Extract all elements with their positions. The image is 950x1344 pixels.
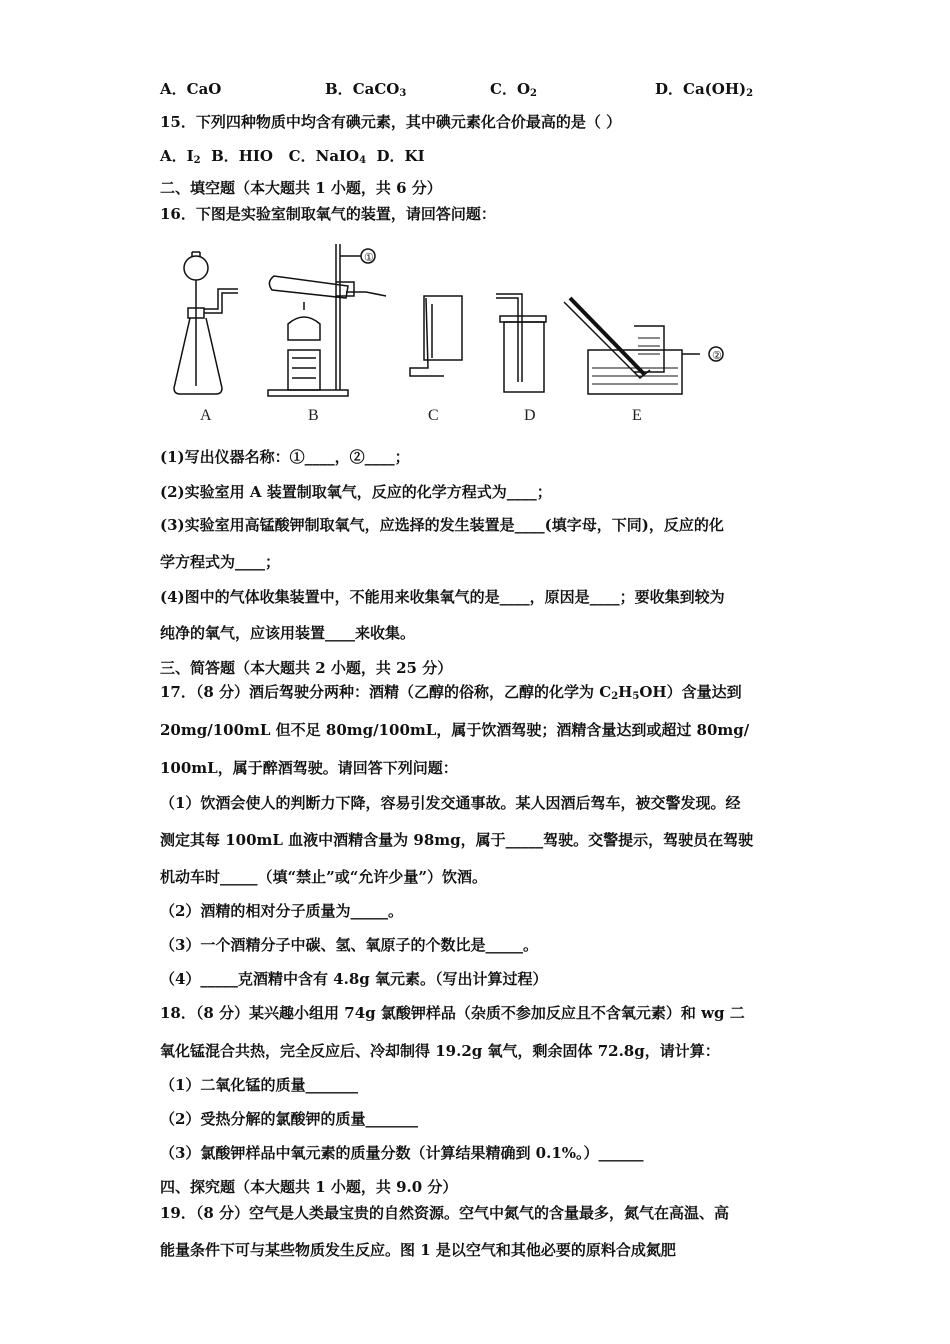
section2-heading: 二、填空题（本大题共 1 小题，共 6 分） [160,179,442,197]
figure-label-e: E [632,407,642,424]
q14-option-d: D．$Ca(OH)_2$ [655,80,754,99]
q19-line2: 能量条件下可与某些物质发生反应。图 1 是以空气和其他必要的原料合成氮肥 [160,1241,676,1259]
q19-line1: 19．（8 分）空气是人类最宝贵的自然资源。空气中氮气的含量最多，氮气在高温、高 [160,1204,730,1222]
q16-part4-line1: (4)图中的气体收集装置中，不能用来收集氧气的是____，原因是____；要收集到较为 [160,588,725,606]
section4-heading: 四、探究题（本大题共 1 小题，共 9.0 分） [160,1178,458,1196]
q17-sub2: （2）酒精的相对分子质量为_____。 [160,902,403,920]
marker-1: ① [364,252,374,264]
q18-line2: 氧化锰混合共热，完全反应后、冷却制得 19.2g 氧气，剩余固体 72.8g，请计算： [160,1042,720,1060]
q17-line1: 17．（8 分）酒后驾驶分两种：酒精（乙醇的俗称，乙醇的化学为 $C_2H_5OH$）含量达到 [160,683,742,702]
q16-stem: 16．下图是实验室制取氧气的装置，请回答问题： [160,205,496,223]
q14-option-c: C．$O_2$ [490,80,537,99]
apparatus-a-flask [174,252,238,394]
q18-sub2: （2）受热分解的氯酸钾的质量_______ [160,1110,418,1128]
apparatus-d-collect-up [496,294,546,392]
figure-label-b: B [308,407,319,424]
q15-stem: 15．下列四种物质中均含有碘元素，其中碘元素化合价最高的是（ ） [160,113,622,131]
q17-line3: 100mL，属于醉酒驾驶。请回答下列问题： [160,759,458,777]
q15-options: A．$I_2$ B．HIO C．NaIO$_4$ D．KI [160,147,425,166]
marker-2: ② [712,350,722,362]
q17-sub3: （3）一个酒精分子中碳、氢、氧原子的个数比是_____。 [160,936,538,954]
apparatus-c-collect-down [410,296,462,376]
q16-part3-line1: (3)实验室用高锰酸钾制取氧气，应选择的发生装置是____(填字母，下同)，反应的化 [160,516,724,534]
q16-part4-line2: 纯净的氧气，应该用装置____来收集。 [160,624,416,642]
q14-option-a: A．CaO [160,80,222,98]
q16-part1: (1)写出仪器名称：①____，②____； [160,448,410,466]
q17-line2: 20mg/100mL 但不足 80mg/100mL，属于饮酒驾驶；酒精含量达到或超过 80mg/ [160,721,750,739]
q14-option-b: B．CaCO$_3$ [325,80,407,99]
section3-heading: 三、简答题（本大题共 2 小题，共 25 分） [160,659,453,677]
apparatus-e-water-trough [564,298,700,394]
oxygen-apparatus-figure [160,238,740,428]
q17-sub1-line2: 测定其每 100mL 血液中酒精含量为 98mg，属于_____驾驶。交警提示，驾驶员在驾驶 [160,831,754,849]
apparatus-b-heating [268,244,386,396]
q18-sub1: （1）二氧化锰的质量_______ [160,1076,358,1094]
q17-sub4: （4）_____克酒精中含有 4.8g 氧元素。（写出计算过程） [160,970,548,988]
figure-label-c: C [428,407,439,424]
q16-part3-line2: 学方程式为____； [160,553,281,571]
q17-sub1-line1: （1）饮酒会使人的判断力下降，容易引发交通事故。某人因酒后驾车，被交警发现。经 [160,794,741,812]
q17-sub1-line3: 机动车时_____（填“禁止”或“允许少量”）饮酒。 [160,868,488,886]
q16-part2: (2)实验室用 A 装置制取氧气，反应的化学方程式为____； [160,483,552,501]
q18-line1: 18．（8 分）某兴趣小组用 74g 氯酸钾样品（杂质不参加反应且不含氧元素）和 wg 二 [160,1004,745,1022]
figure-label-a: A [200,407,212,424]
q18-sub3: （3）氯酸钾样品中氧元素的质量分数（计算结果精确到 0.1%。）______ [160,1144,644,1162]
figure-label-d: D [524,407,536,424]
